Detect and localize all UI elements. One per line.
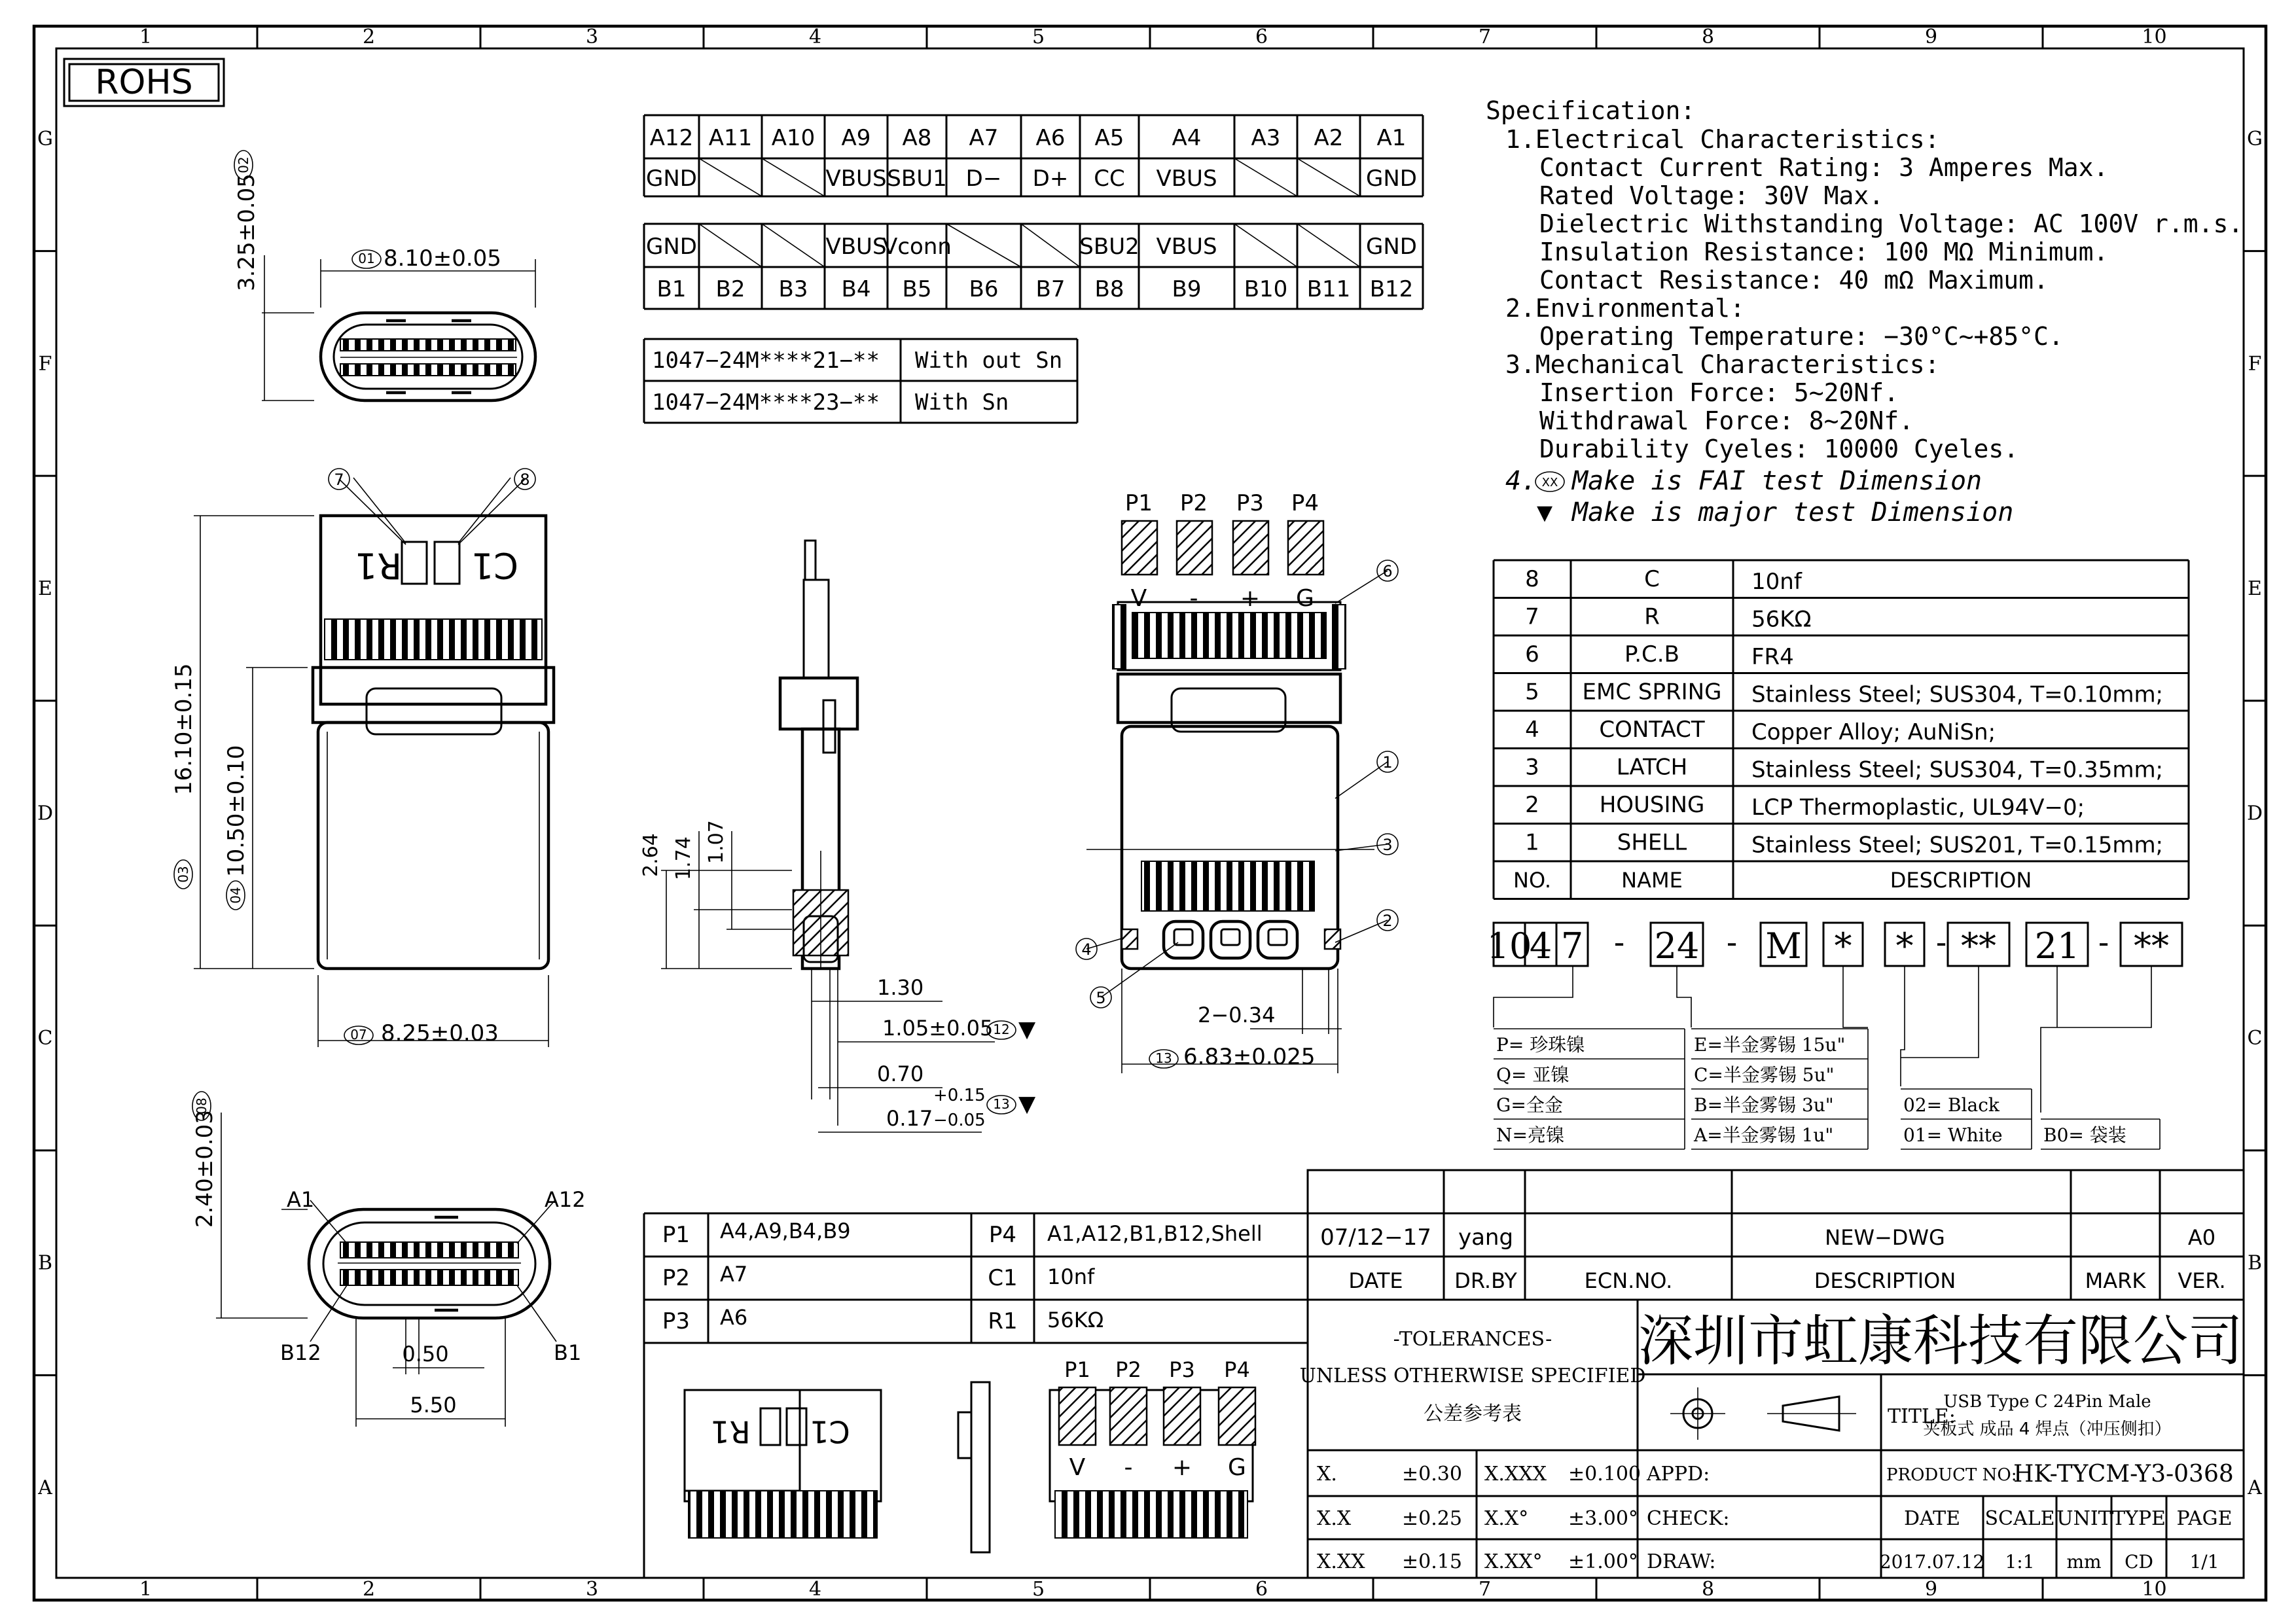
callout-number: 8 — [520, 471, 530, 489]
bom-no: 1 — [1525, 829, 1539, 856]
code-box: * — [1895, 925, 1914, 967]
svg-text:CD: CD — [2125, 1551, 2153, 1573]
svg-text:10.50±0.10: 10.50±0.10 — [223, 745, 249, 877]
svg-text:B12: B12 — [280, 1340, 321, 1365]
code-box: * — [1834, 925, 1852, 967]
svg-text:1.07: 1.07 — [705, 820, 728, 864]
code-dash: - — [2098, 925, 2109, 960]
bom-no: 5 — [1525, 679, 1539, 705]
grid-col-label: 5 — [1031, 1578, 1045, 1601]
svg-text:16.10±0.15: 16.10±0.15 — [171, 663, 197, 795]
svg-text:0.50: 0.50 — [402, 1342, 449, 1366]
code-box: 4 — [1529, 925, 1552, 967]
svg-text:DATE: DATE — [1348, 1268, 1403, 1293]
code-legend: B0= 袋装 — [2043, 1124, 2126, 1146]
bom-no: 8 — [1525, 566, 1539, 592]
part-desc: With Sn — [915, 389, 1009, 416]
svg-text:−0.05: −0.05 — [933, 1111, 986, 1130]
pin-cell: A8 — [902, 125, 932, 151]
bom-desc: 10nf — [1751, 569, 1802, 595]
grid-col-label: 7 — [1478, 1578, 1492, 1601]
tol-cell: ±0.100 — [1568, 1463, 1641, 1486]
spec-line: Withdrawal Force: 8~20Nf. — [1539, 406, 1914, 435]
grid-col-label: 6 — [1255, 1578, 1268, 1601]
svg-text:12: 12 — [993, 1022, 1010, 1037]
code-legend: P= 珍珠镍 — [1496, 1034, 1585, 1056]
pad-key: R1 — [988, 1308, 1018, 1334]
pin-cell: B1 — [656, 276, 687, 302]
grid-row-label: B — [37, 1251, 53, 1275]
code-legend: A=半金雾锡 1u" — [1694, 1124, 1834, 1146]
bom-header: NO. — [1513, 868, 1551, 893]
callout-number: 3 — [1382, 836, 1393, 854]
svg-text:ROHS: ROHS — [95, 63, 193, 102]
code-legend: 02= Black — [1903, 1094, 2000, 1116]
spec-line: Rated Voltage: 30V Max. — [1539, 181, 1884, 210]
pin-cell: D− — [965, 166, 1002, 192]
code-box: ** — [1961, 925, 1996, 967]
pad-label: P4 — [1291, 490, 1319, 516]
svg-text:1:1: 1:1 — [2005, 1551, 2035, 1573]
pin-cell: CC — [1094, 166, 1125, 192]
spec-note4: Make is FAI test Dimension — [1572, 466, 1982, 496]
pad-value: A7 — [720, 1262, 748, 1287]
svg-text:R1: R1 — [355, 544, 402, 586]
pin-cell: B2 — [715, 276, 745, 302]
svg-text:PRODUCT NO:: PRODUCT NO: — [1886, 1465, 2017, 1485]
tol-cell: ±0.25 — [1402, 1507, 1462, 1530]
bom-desc: Stainless Steel; SUS201, T=0.15mm; — [1751, 832, 2164, 859]
svg-text:1.74: 1.74 — [672, 836, 695, 880]
svg-text:07: 07 — [350, 1027, 367, 1043]
svg-text:07/12−17: 07/12−17 — [1320, 1224, 1431, 1251]
end-view-bottom — [192, 1092, 586, 1427]
spec-note5-marker: ▼ — [1537, 497, 1553, 527]
pin-cell: D+ — [1032, 166, 1069, 192]
bill-of-materials-table — [1494, 560, 2189, 899]
code-box: ** — [2134, 925, 2169, 967]
grid-row-label: C — [2247, 1027, 2263, 1050]
pin-cell: VBUS — [825, 166, 887, 192]
grid-row-label: D — [37, 802, 54, 825]
pad-mark: + — [1240, 585, 1261, 612]
bom-no: 6 — [1525, 641, 1539, 668]
pin-cell: B11 — [1306, 276, 1351, 302]
bom-no: 7 — [1525, 603, 1539, 630]
tol-cell: ±3.00° — [1568, 1507, 1638, 1530]
code-dash: - — [1613, 925, 1625, 960]
code-dash: - — [1726, 925, 1738, 960]
code-legend: Q= 亚镍 — [1496, 1064, 1570, 1086]
grid-row-label: A — [38, 1476, 52, 1500]
pad-key: P3 — [662, 1308, 691, 1334]
pin-cell: B9 — [1172, 276, 1202, 302]
svg-text:C1: C1 — [471, 544, 519, 586]
grid-row-label: B — [2247, 1251, 2263, 1275]
pin-cell: B12 — [1369, 276, 1414, 302]
side-view — [639, 541, 1036, 1132]
grid-row-label: E — [2248, 577, 2262, 600]
code-box: M — [1765, 925, 1802, 967]
pad-label: P3 — [1236, 490, 1265, 516]
tol-cell: X.X — [1317, 1507, 1352, 1530]
svg-text:2017.07.12: 2017.07.12 — [1879, 1551, 1985, 1573]
code-box: 24 — [1654, 925, 1700, 967]
svg-text:A12: A12 — [545, 1187, 586, 1212]
bom-name: SHELL — [1617, 829, 1687, 856]
grid-col-label: 7 — [1478, 26, 1492, 48]
tol-cell: ±1.00° — [1568, 1550, 1638, 1573]
svg-text:8.25±0.03: 8.25±0.03 — [381, 1020, 499, 1046]
pin-cell: GND — [646, 166, 697, 192]
svg-text:▼: ▼ — [1018, 1091, 1036, 1117]
svg-text:ECN.NO.: ECN.NO. — [1584, 1268, 1673, 1293]
pin-cell: B4 — [841, 276, 871, 302]
grid-col-label: 3 — [585, 1578, 599, 1601]
grid-col-label: 1 — [139, 1578, 152, 1601]
part-number: 1047−24M****21−** — [652, 348, 880, 374]
svg-text:A0: A0 — [2187, 1225, 2216, 1250]
grid-col-label: 4 — [808, 26, 822, 48]
grid-col-label: 8 — [1701, 1578, 1715, 1601]
spec-line: Dielectric Withstanding Voltage: AC 100V r.m.s. — [1539, 209, 2244, 238]
svg-text:13: 13 — [1155, 1050, 1172, 1066]
tol-cell: ±0.15 — [1402, 1550, 1462, 1573]
svg-text:8.10±0.05: 8.10±0.05 — [384, 245, 501, 272]
callout-number: 2 — [1382, 912, 1393, 930]
grid-row-label: E — [38, 577, 52, 600]
bom-desc: Copper Alloy; AuNiSn; — [1751, 719, 1996, 745]
bom-name: CONTACT — [1599, 717, 1705, 743]
code-box: 21 — [2034, 925, 2080, 967]
tol-cell: X.XXX — [1484, 1463, 1547, 1486]
pad-label: P1 — [1064, 1357, 1090, 1382]
svg-text:TITLE:: TITLE: — [1888, 1405, 1956, 1428]
tol-cell: X.XX° — [1484, 1550, 1543, 1573]
spec-line: Contact Current Rating: 3 Amperes Max. — [1539, 153, 2109, 182]
spec-note4-prefix: 4. — [1505, 466, 1537, 496]
grid-col-label: 10 — [2142, 26, 2167, 48]
part-desc: With out Sn — [915, 348, 1063, 374]
pad-mark: V — [1130, 585, 1147, 612]
pad-mark: - — [1124, 1454, 1133, 1481]
grid-row-label: D — [2246, 802, 2263, 825]
svg-text:02: 02 — [236, 156, 251, 173]
svg-text:5.50: 5.50 — [410, 1393, 457, 1418]
pin-cell: B5 — [902, 276, 932, 302]
bom-name: P.C.B — [1624, 641, 1679, 668]
grid-col-label: 2 — [362, 26, 376, 48]
spec-line: 2.Environmental: — [1505, 294, 1746, 323]
code-dash: - — [1935, 925, 1947, 960]
svg-text:-TOLERANCES-: -TOLERANCES- — [1393, 1328, 1552, 1351]
svg-text:▼: ▼ — [1018, 1016, 1036, 1043]
grid-col-label: 4 — [808, 1578, 822, 1601]
callout-number: 6 — [1382, 562, 1393, 580]
pad-value: A6 — [720, 1305, 748, 1330]
svg-text:VER.: VER. — [2178, 1268, 2226, 1293]
svg-text:0.70: 0.70 — [877, 1061, 924, 1086]
callout-number: 5 — [1096, 989, 1106, 1007]
pad-mark: G — [1228, 1454, 1246, 1481]
svg-text:UNIT: UNIT — [2056, 1507, 2111, 1530]
bom-no: 3 — [1525, 754, 1539, 781]
code-legend: G=全金 — [1496, 1094, 1563, 1116]
pad-key: C1 — [988, 1265, 1018, 1291]
company-name: 深圳市虹康科技有限公司 — [1638, 1309, 2244, 1373]
bom-no: 2 — [1525, 792, 1539, 818]
pad-label: P2 — [1179, 490, 1208, 516]
pad-value: A1,A12,B1,B12,Shell — [1047, 1221, 1263, 1246]
bom-header: DESCRIPTION — [1890, 868, 2032, 893]
spec-line: Durability Cyeles: 10000 Cyeles. — [1539, 435, 2019, 463]
part-code-legend — [1487, 923, 2182, 1149]
bom-desc: LCP Thermoplastic, UL94V−0; — [1751, 794, 2085, 821]
grid-col-label: 9 — [1924, 26, 1938, 48]
spec-line: Contact Resistance: 40 mΩ Maximum. — [1539, 266, 2049, 294]
tol-cell: X. — [1317, 1463, 1337, 1486]
spec-line: Insertion Force: 5~20Nf. — [1539, 378, 1899, 407]
svg-text:03: 03 — [175, 866, 191, 883]
callout-number: 1 — [1382, 753, 1393, 772]
svg-text:R1: R1 — [710, 1414, 751, 1450]
callout-number: 7 — [334, 471, 344, 489]
spec-line: 3.Mechanical Characteristics: — [1505, 350, 1940, 379]
grid-row-label: C — [37, 1027, 53, 1050]
code-box: 10 — [1486, 925, 1532, 967]
tol-cell: ±0.30 — [1402, 1463, 1462, 1486]
svg-text:13: 13 — [993, 1096, 1010, 1112]
svg-text:A1: A1 — [287, 1187, 315, 1212]
pad-mark: + — [1172, 1454, 1193, 1481]
bom-desc: Stainless Steel; SUS304, T=0.35mm; — [1751, 757, 2164, 783]
bom-desc: 56KΩ — [1751, 606, 1812, 633]
pin-cell: A5 — [1094, 125, 1124, 151]
bom-desc: Stainless Steel; SUS304, T=0.10mm; — [1751, 681, 2164, 708]
code-legend: C=半金雾锡 5u" — [1694, 1064, 1835, 1086]
grid-row-label: F — [2248, 352, 2262, 376]
svg-text:2.40±0.03: 2.40±0.03 — [192, 1110, 218, 1228]
svg-text:+0.15: +0.15 — [933, 1086, 986, 1105]
svg-text:08: 08 — [194, 1097, 209, 1115]
pin-cell: A6 — [1035, 125, 1066, 151]
svg-text:1.05±0.05: 1.05±0.05 — [882, 1016, 994, 1041]
spec-line: 1.Electrical Characteristics: — [1505, 125, 1940, 154]
svg-text:1/1: 1/1 — [2189, 1551, 2219, 1573]
pin-cell: GND — [1366, 166, 1417, 192]
svg-text:yang: yang — [1458, 1224, 1514, 1251]
svg-text:USB Type C 24Pin Male: USB Type C 24Pin Male — [1943, 1392, 2151, 1412]
pad-key: P4 — [988, 1222, 1017, 1248]
pad-value: 56KΩ — [1047, 1308, 1104, 1332]
svg-text:DR.BY: DR.BY — [1454, 1268, 1517, 1293]
pin-cell: B7 — [1035, 276, 1066, 302]
grid-col-label: 2 — [362, 1578, 376, 1601]
pin-cell: A10 — [771, 125, 816, 151]
pad-value: 10nf — [1047, 1264, 1095, 1289]
tol-cell: X.X° — [1484, 1507, 1529, 1530]
code-legend: B=半金雾锡 3u" — [1694, 1094, 1834, 1116]
spec-title: Specification: — [1486, 96, 1696, 125]
pad-mark: G — [1296, 585, 1314, 612]
rohs-mark — [64, 59, 224, 106]
bom-name: LATCH — [1616, 754, 1688, 781]
pin-assignment-table — [644, 115, 1423, 309]
pad-key: P1 — [662, 1222, 691, 1248]
callout-number: 4 — [1081, 940, 1092, 959]
pad-mark: V — [1069, 1454, 1086, 1481]
pad-label: P4 — [1224, 1357, 1250, 1382]
svg-text:PAGE: PAGE — [2176, 1507, 2233, 1530]
grid-col-label: 8 — [1701, 26, 1715, 48]
svg-text:04: 04 — [228, 887, 243, 904]
svg-text:0.17: 0.17 — [886, 1106, 933, 1131]
pad-label: P2 — [1115, 1357, 1141, 1382]
svg-text:B1: B1 — [554, 1340, 582, 1365]
pin-cell: SBU1 — [887, 166, 947, 192]
grid-row-label: G — [2247, 127, 2263, 151]
product-number: HK-TYCM-Y3-0368 — [2013, 1461, 2234, 1488]
svg-text:mm: mm — [2066, 1551, 2102, 1573]
svg-text:2.64: 2.64 — [639, 833, 662, 877]
spec-note4-marker: XX — [1541, 476, 1558, 490]
pin-cell: A1 — [1376, 125, 1407, 151]
svg-text:DRAW:: DRAW: — [1647, 1550, 1716, 1573]
svg-text:SCALE: SCALE — [1984, 1507, 2055, 1530]
grid-col-label: 10 — [2142, 1578, 2167, 1601]
grid-col-label: 9 — [1924, 1578, 1938, 1601]
pin-cell: A3 — [1251, 125, 1281, 151]
pin-cell: GND — [646, 234, 697, 260]
pin-cell: B3 — [778, 276, 808, 302]
pin-cell: VBUS — [1156, 234, 1217, 260]
grid-col-label: 6 — [1255, 26, 1268, 48]
pad-label: P3 — [1169, 1357, 1195, 1382]
pin-cell: A11 — [708, 125, 753, 151]
small-views — [685, 1357, 1255, 1552]
svg-text:6.83±0.025: 6.83±0.025 — [1183, 1044, 1316, 1070]
svg-text:CHECK:: CHECK: — [1647, 1507, 1730, 1530]
code-legend: E=半金雾锡 15u" — [1694, 1034, 1846, 1056]
pad-key: P2 — [662, 1265, 691, 1291]
grid-row-label: A — [2248, 1476, 2262, 1500]
pad-label: P1 — [1124, 490, 1153, 516]
pin-cell: A4 — [1172, 125, 1202, 151]
pin-cell: B6 — [969, 276, 999, 302]
pin-cell: Vconn — [882, 234, 952, 260]
part-number-table — [644, 339, 1077, 423]
pin-cell: A12 — [649, 125, 694, 151]
grid-col-label: 5 — [1031, 26, 1045, 48]
bom-header: NAME — [1621, 868, 1683, 893]
pin-cell: B10 — [1244, 276, 1288, 302]
grid-col-label: 3 — [585, 26, 599, 48]
svg-text:APPD:: APPD: — [1647, 1463, 1710, 1486]
svg-text:1.30: 1.30 — [877, 975, 924, 1000]
svg-text:UNLESS OTHERWISE SPECIFIED: UNLESS OTHERWISE SPECIFIED — [1299, 1364, 1646, 1387]
spec-note5: Make is major test Dimension — [1572, 497, 2014, 527]
grid-col-label: 1 — [139, 26, 152, 48]
specification-block — [1486, 96, 2243, 527]
pin-cell: B8 — [1094, 276, 1124, 302]
pin-cell: VBUS — [1156, 166, 1217, 192]
grid-row-label: G — [37, 127, 53, 151]
svg-text:3.25±0.05: 3.25±0.05 — [234, 173, 260, 291]
bom-name: R — [1644, 603, 1660, 630]
title-block — [1300, 1170, 2244, 1578]
pin-cell: A2 — [1314, 125, 1344, 151]
pin-cell: VBUS — [825, 234, 887, 260]
top-view-left — [171, 478, 554, 1047]
pin-cell: A9 — [841, 125, 871, 151]
pin-cell: SBU2 — [1079, 234, 1139, 260]
svg-text:DATE: DATE — [1904, 1507, 1960, 1530]
pad-mark: - — [1189, 585, 1198, 612]
pin-cell: A7 — [969, 125, 999, 151]
svg-text:NEW−DWG: NEW−DWG — [1825, 1225, 1945, 1250]
spec-line: Operating Temperature: −30°C~+85°C. — [1539, 322, 2064, 351]
grid-row-label: F — [38, 352, 52, 376]
svg-text:TYPE: TYPE — [2112, 1507, 2166, 1530]
svg-text:01: 01 — [358, 251, 375, 266]
front-view-top — [234, 151, 535, 401]
svg-text:2−0.34: 2−0.34 — [1198, 1003, 1276, 1027]
pad-value: A4,A9,B4,B9 — [720, 1219, 851, 1243]
bom-name: C — [1644, 566, 1660, 592]
spec-line: Insulation Resistance: 100 MΩ Minimum. — [1539, 238, 2109, 266]
bom-no: 4 — [1525, 717, 1539, 743]
pin-cell: GND — [1366, 234, 1417, 260]
svg-text:MARK: MARK — [2085, 1268, 2146, 1293]
bom-name: EMC SPRING — [1582, 679, 1722, 705]
part-number: 1047−24M****23−** — [652, 389, 880, 416]
bom-desc: FR4 — [1751, 644, 1794, 670]
svg-text:C1: C1 — [810, 1414, 850, 1450]
svg-text:公差参考表: 公差参考表 — [1424, 1402, 1522, 1425]
bom-name: HOUSING — [1599, 792, 1705, 818]
tol-cell: X.XX — [1317, 1550, 1365, 1573]
code-legend: N=亮镍 — [1496, 1124, 1564, 1146]
svg-text:夹板式 成品 4 焊点（冲压侧扣）: 夹板式 成品 4 焊点（冲压侧扣） — [1923, 1419, 2172, 1439]
code-legend: 01= White — [1903, 1124, 2003, 1146]
code-box: 7 — [1560, 925, 1584, 967]
svg-text:DESCRIPTION: DESCRIPTION — [1814, 1268, 1956, 1293]
